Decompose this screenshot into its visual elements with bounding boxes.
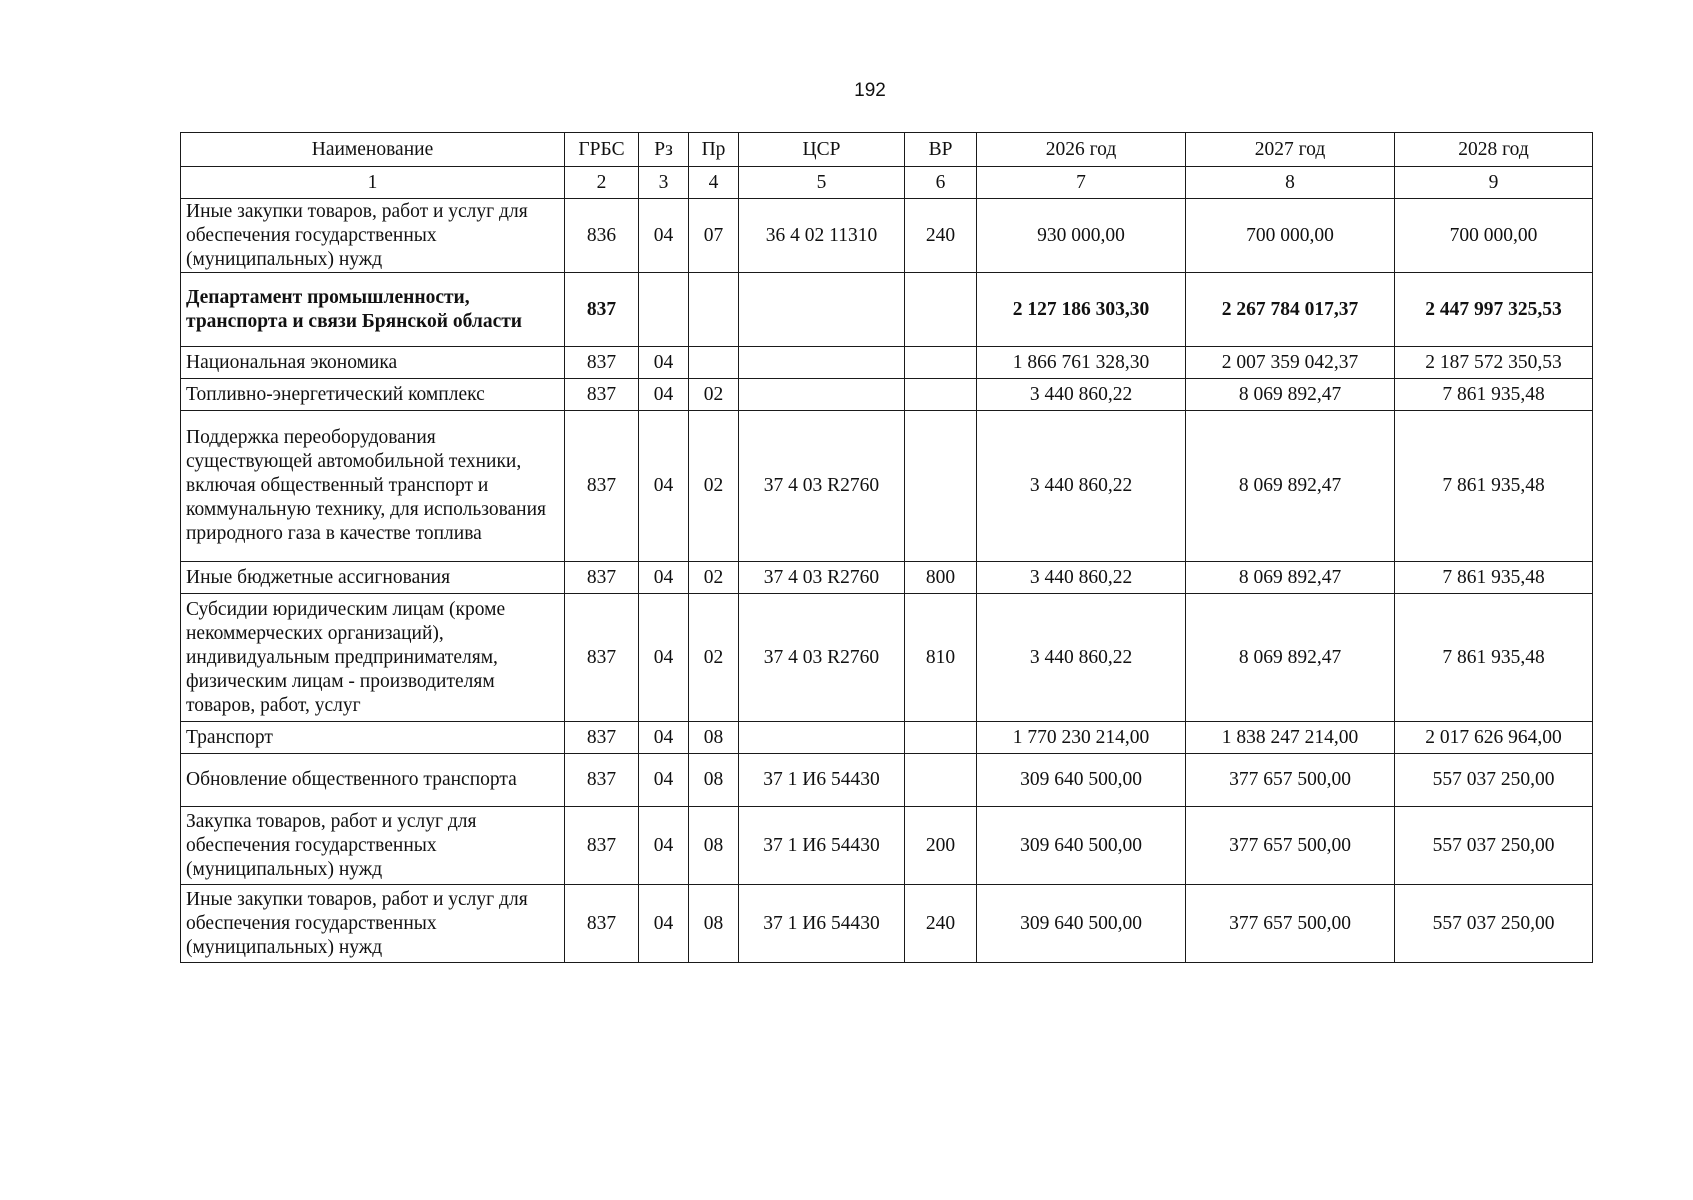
table-row [181, 754, 1593, 807]
row-csr [739, 722, 905, 754]
header-2027: 2027 год [1186, 133, 1395, 167]
header-2028: 2028 год [1395, 133, 1593, 167]
row-grbs: 836 [565, 199, 639, 273]
column-number: 6 [905, 167, 977, 199]
column-number: 3 [639, 167, 689, 199]
row-2026: 309 640 500,00 [977, 885, 1186, 963]
row-name: Субсидии юридическим лицам (кроме некоммерческих организаций), индивидуальным предпринимателям, физическим лицам - производителям товаров, работ, услуг [181, 594, 565, 722]
row-pr [689, 273, 739, 347]
row-grbs: 837 [565, 807, 639, 885]
row-grbs: 837 [565, 379, 639, 411]
row-grbs: 837 [565, 722, 639, 754]
row-2027: 8 069 892,47 [1186, 411, 1395, 562]
column-number: 9 [1395, 167, 1593, 199]
row-grbs: 837 [565, 885, 639, 963]
row-csr [739, 347, 905, 379]
row-vr: 240 [905, 199, 977, 273]
row-vr: 240 [905, 885, 977, 963]
row-pr: 02 [689, 594, 739, 722]
column-number: 7 [977, 167, 1186, 199]
row-grbs: 837 [565, 754, 639, 807]
row-2026: 3 440 860,22 [977, 379, 1186, 411]
row-name: Иные бюджетные ассигнования [181, 562, 565, 594]
row-csr: 37 4 03 R2760 [739, 411, 905, 562]
row-2026: 309 640 500,00 [977, 807, 1186, 885]
row-csr [739, 379, 905, 411]
row-2028: 7 861 935,48 [1395, 594, 1593, 722]
row-csr: 36 4 02 11310 [739, 199, 905, 273]
row-rz: 04 [639, 411, 689, 562]
row-pr [689, 347, 739, 379]
row-rz: 04 [639, 347, 689, 379]
row-2028: 2 017 626 964,00 [1395, 722, 1593, 754]
column-number: 8 [1186, 167, 1395, 199]
header-name: Наименование [181, 133, 565, 167]
table-row [181, 807, 1593, 885]
table-row [181, 885, 1593, 963]
row-pr: 08 [689, 885, 739, 963]
row-vr: 810 [905, 594, 977, 722]
column-numbering-row [181, 167, 1593, 199]
row-csr: 37 1 И6 54430 [739, 885, 905, 963]
row-vr: 800 [905, 562, 977, 594]
header-rz: Рз [639, 133, 689, 167]
row-rz: 04 [639, 807, 689, 885]
row-2026: 3 440 860,22 [977, 411, 1186, 562]
row-2028: 2 447 997 325,53 [1395, 273, 1593, 347]
page-number: 192 [854, 80, 886, 101]
row-2028: 700 000,00 [1395, 199, 1593, 273]
row-csr: 37 1 И6 54430 [739, 754, 905, 807]
row-vr [905, 273, 977, 347]
row-2026: 930 000,00 [977, 199, 1186, 273]
row-pr: 07 [689, 199, 739, 273]
row-csr [739, 273, 905, 347]
row-name: Закупка товаров, работ и услуг для обеспечения государственных (муниципальных) нужд [181, 807, 565, 885]
row-2027: 377 657 500,00 [1186, 807, 1395, 885]
row-2026: 3 440 860,22 [977, 594, 1186, 722]
row-rz: 04 [639, 379, 689, 411]
column-number: 4 [689, 167, 739, 199]
table-row [181, 273, 1593, 347]
row-name: Обновление общественного транспорта [181, 754, 565, 807]
row-2027: 700 000,00 [1186, 199, 1395, 273]
row-grbs: 837 [565, 347, 639, 379]
row-2027: 2 007 359 042,37 [1186, 347, 1395, 379]
row-2026: 2 127 186 303,30 [977, 273, 1186, 347]
column-number: 2 [565, 167, 639, 199]
row-pr: 02 [689, 411, 739, 562]
row-name: Департамент промышленности, транспорта и связи Брянской области [181, 273, 565, 347]
row-2027: 8 069 892,47 [1186, 594, 1395, 722]
row-2028: 7 861 935,48 [1395, 379, 1593, 411]
row-2028: 7 861 935,48 [1395, 411, 1593, 562]
row-pr: 08 [689, 754, 739, 807]
row-vr [905, 754, 977, 807]
row-name: Транспорт [181, 722, 565, 754]
row-name: Топливно-энергетический комплекс [181, 379, 565, 411]
table-row [181, 199, 1593, 273]
row-name: Иные закупки товаров, работ и услуг для обеспечения государственных (муниципальных) нужд [181, 199, 565, 273]
row-2028: 557 037 250,00 [1395, 754, 1593, 807]
row-2028: 557 037 250,00 [1395, 807, 1593, 885]
row-2026: 3 440 860,22 [977, 562, 1186, 594]
table-row [181, 379, 1593, 411]
header-pr: Пр [689, 133, 739, 167]
column-number: 5 [739, 167, 905, 199]
header-row [181, 133, 1593, 167]
header-2026: 2026 год [977, 133, 1186, 167]
table-row [181, 594, 1593, 722]
column-number: 1 [181, 167, 565, 199]
table-row [181, 722, 1593, 754]
row-grbs: 837 [565, 562, 639, 594]
row-2026: 309 640 500,00 [977, 754, 1186, 807]
row-name: Иные закупки товаров, работ и услуг для обеспечения государственных (муниципальных) нужд [181, 885, 565, 963]
row-name: Национальная экономика [181, 347, 565, 379]
row-2028: 2 187 572 350,53 [1395, 347, 1593, 379]
row-pr: 08 [689, 807, 739, 885]
row-vr [905, 411, 977, 562]
row-2027: 377 657 500,00 [1186, 754, 1395, 807]
row-vr [905, 379, 977, 411]
row-2026: 1 866 761 328,30 [977, 347, 1186, 379]
row-pr: 02 [689, 562, 739, 594]
row-2027: 1 838 247 214,00 [1186, 722, 1395, 754]
row-2027: 377 657 500,00 [1186, 885, 1395, 963]
row-rz: 04 [639, 885, 689, 963]
row-pr: 02 [689, 379, 739, 411]
table-row [181, 411, 1593, 562]
row-2028: 7 861 935,48 [1395, 562, 1593, 594]
row-vr [905, 722, 977, 754]
row-grbs: 837 [565, 273, 639, 347]
header-vr: ВР [905, 133, 977, 167]
row-csr: 37 4 03 R2760 [739, 594, 905, 722]
row-pr: 08 [689, 722, 739, 754]
row-name: Поддержка переоборудования существующей автомобильной техники, включая общественный транспорт и коммунальную технику, для использования природного газа в качестве топлива [181, 411, 565, 562]
row-vr [905, 347, 977, 379]
row-2027: 2 267 784 017,37 [1186, 273, 1395, 347]
row-2027: 8 069 892,47 [1186, 562, 1395, 594]
row-grbs: 837 [565, 594, 639, 722]
row-csr: 37 1 И6 54430 [739, 807, 905, 885]
header-csr: ЦСР [739, 133, 905, 167]
row-2028: 557 037 250,00 [1395, 885, 1593, 963]
row-rz: 04 [639, 594, 689, 722]
row-vr: 200 [905, 807, 977, 885]
row-rz: 04 [639, 199, 689, 273]
row-csr: 37 4 03 R2760 [739, 562, 905, 594]
header-grbs: ГРБС [565, 133, 639, 167]
row-2026: 1 770 230 214,00 [977, 722, 1186, 754]
table-row [181, 562, 1593, 594]
row-rz: 04 [639, 754, 689, 807]
row-rz: 04 [639, 722, 689, 754]
row-rz [639, 273, 689, 347]
row-rz: 04 [639, 562, 689, 594]
budget-table [180, 132, 1593, 963]
row-grbs: 837 [565, 411, 639, 562]
table-row [181, 347, 1593, 379]
row-2027: 8 069 892,47 [1186, 379, 1395, 411]
